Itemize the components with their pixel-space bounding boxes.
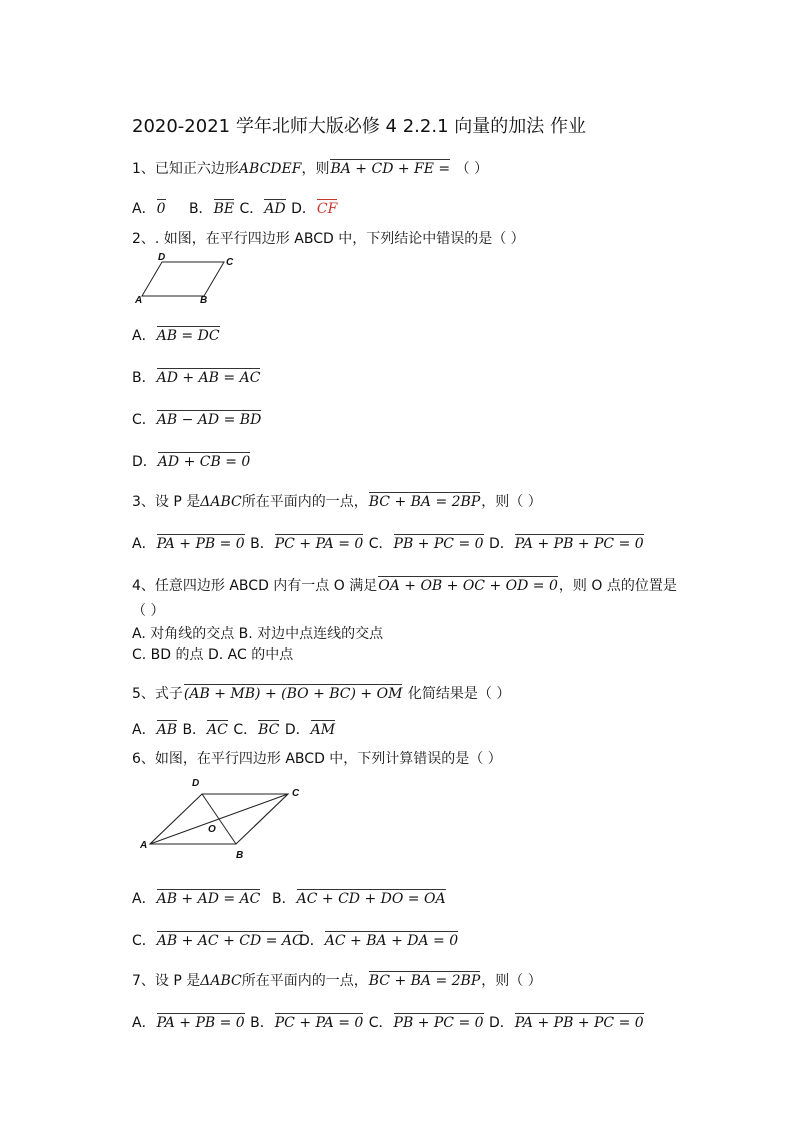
q5-option-d-value: AM — [310, 722, 336, 738]
q2-label-a: A — [135, 295, 143, 306]
q2-option-b-expr: AD + AB = AC — [156, 370, 261, 386]
q7-option-a-label: A． — [132, 1015, 156, 1031]
q4-options-line-2: C. BD 的点 D. AC 的中点 — [132, 647, 294, 663]
q5-expression: (AB + MB) + (BO + BC) + OM — [183, 686, 403, 702]
q1-then: ，则 — [301, 161, 330, 177]
question-2-stem: 2、. 如图，在平行四边形 ABCD 中，下列结论中错误的是（ ） — [132, 231, 525, 247]
q3-option-c-label: C． — [368, 536, 393, 552]
q4-options-line-1: A. 对角线的交点 B. 对边中点连线的交点 — [132, 626, 384, 642]
question-3 — [132, 491, 542, 511]
q7-option-c-label: C． — [368, 1015, 393, 1031]
q2-parallelogram-figure — [132, 250, 242, 306]
q3-option-b-label: B． — [250, 536, 274, 552]
q7-condition: BC + BA = 2BP — [368, 973, 481, 989]
q1-option-c-label: C． — [239, 201, 264, 217]
q6-option-b-expr: AC + CD + DO = OA — [296, 891, 446, 907]
q1-stem: 1、已知正六边形 — [132, 161, 239, 177]
q6-option-a — [132, 888, 261, 908]
q2-option-d-label: D． — [132, 454, 157, 470]
q3-end: ，则（ ） — [481, 494, 542, 510]
q6-option-c-label: C． — [132, 933, 156, 949]
q1-options — [132, 198, 338, 218]
q7-end: ，则（ ） — [481, 973, 542, 989]
q1-option-b-label: B． — [188, 201, 213, 217]
q1-blank: （ ） — [455, 161, 489, 177]
q1-expression: BA + CD + FE = — [330, 161, 451, 177]
q7-option-b-label: B． — [250, 1015, 274, 1031]
question-7 — [132, 970, 542, 990]
q1-option-a-label: A． — [132, 201, 156, 217]
question-5 — [132, 683, 510, 703]
q3-option-b-expr: PC + PA = 0 — [274, 536, 364, 552]
q6-option-a-label: A． — [132, 891, 156, 907]
question-1 — [132, 158, 488, 178]
q1-option-d-value: CF — [316, 201, 338, 217]
q2-label-c: C — [226, 257, 234, 268]
q1-option-c-value: AD — [264, 201, 286, 217]
q5-option-b-value: AC — [207, 722, 228, 738]
q2-option-a-expr: AB = DC — [156, 328, 220, 344]
q2-parallelogram-shape — [142, 262, 224, 296]
q2-option-c — [132, 409, 262, 429]
q6-option-b-label: B． — [272, 891, 296, 907]
q7-option-d-expr: PA + PB + PC = 0 — [514, 1015, 644, 1031]
q6-label-o: O — [208, 824, 216, 835]
q3-options — [132, 533, 645, 553]
q7-triangle: ΔABC — [200, 973, 242, 989]
q6-option-a-expr: AB + AD = AC — [156, 891, 261, 907]
q4-end: ，则 O 点的位置是 — [558, 578, 677, 594]
q6-option-c — [132, 930, 304, 950]
q7-option-a-expr: PA + PB = 0 — [156, 1015, 245, 1031]
q7-option-d-label: D． — [489, 1015, 514, 1031]
q6-option-d-expr: AC + BA + DA = 0 — [324, 933, 459, 949]
q4-blank: （ ） — [132, 603, 165, 619]
q6-option-c-expr: AB + AC + CD = AC — [156, 933, 303, 949]
q5-stem: 5、式子 — [132, 686, 183, 702]
q2-option-a-label: A． — [132, 328, 156, 344]
q6-option-b — [272, 888, 447, 908]
q2-option-c-expr: AB − AD = BD — [156, 412, 262, 428]
q6-diagonal-bd — [202, 794, 236, 844]
q2-option-b — [132, 367, 261, 387]
q2-option-a — [132, 325, 221, 345]
q5-options — [132, 719, 336, 739]
q6-parallelogram-figure — [132, 772, 312, 864]
q5-option-c-value: BC — [258, 722, 280, 738]
q1-option-a-value: 0 — [156, 201, 166, 217]
q4-condition: OA + OB + OC + OD = 0 — [378, 578, 558, 594]
q5-option-d-label: D． — [284, 722, 310, 738]
q3-option-d-label: D． — [489, 536, 514, 552]
q2-label-d: D — [158, 252, 166, 263]
question-4 — [132, 575, 677, 595]
q1-option-b-value: BE — [213, 201, 235, 217]
q3-option-a-label: A． — [132, 536, 156, 552]
q5-option-b-label: B． — [182, 722, 207, 738]
q6-label-b: B — [236, 850, 244, 861]
q6-label-a: A — [140, 840, 148, 851]
q3-condition: BC + BA = 2BP — [368, 494, 481, 510]
q3-mid: 所在平面内的一点， — [241, 494, 368, 510]
q6-label-c: C — [292, 788, 300, 799]
q2-option-b-label: B． — [132, 370, 156, 386]
q5-option-a-label: A． — [132, 722, 156, 738]
q2-option-c-label: C． — [132, 412, 156, 428]
q7-option-c-expr: PB + PC = 0 — [393, 1015, 484, 1031]
q6-option-d — [299, 930, 459, 950]
q6-option-d-label: D． — [299, 933, 324, 949]
q4-stem: 4、任意四边形 ABCD 内有一点 O 满足 — [132, 578, 378, 594]
q2-option-d-expr: AD + CB = 0 — [157, 454, 251, 470]
question-6-stem: 6、如图，在平行四边形 ABCD 中，下列计算错误的是（ ） — [132, 751, 502, 767]
q3-triangle: ΔABC — [200, 494, 242, 510]
q3-option-d-expr: PA + PB + PC = 0 — [514, 536, 644, 552]
q3-option-a-expr: PA + PB = 0 — [156, 536, 245, 552]
q3-stem: 3、设 P 是 — [132, 494, 201, 510]
q2-option-d — [132, 451, 251, 471]
q1-polygon: ABCDEF — [238, 161, 302, 177]
q5-end: 化简结果是（ ） — [407, 686, 511, 702]
document-title: 2020-2021 学年北师大版必修 4 2.2.1 向量的加法 作业 — [132, 116, 586, 137]
q5-option-a-value: AB — [156, 722, 177, 738]
q7-options — [132, 1012, 645, 1032]
q5-option-c-label: C． — [233, 722, 258, 738]
q7-option-b-expr: PC + PA = 0 — [274, 1015, 364, 1031]
q6-label-d: D — [192, 778, 200, 789]
q2-label-b: B — [200, 295, 208, 306]
q1-option-d-label: D． — [291, 201, 316, 217]
q7-mid: 所在平面内的一点， — [241, 973, 368, 989]
q3-option-c-expr: PB + PC = 0 — [393, 536, 484, 552]
q7-stem: 7、设 P 是 — [132, 973, 201, 989]
